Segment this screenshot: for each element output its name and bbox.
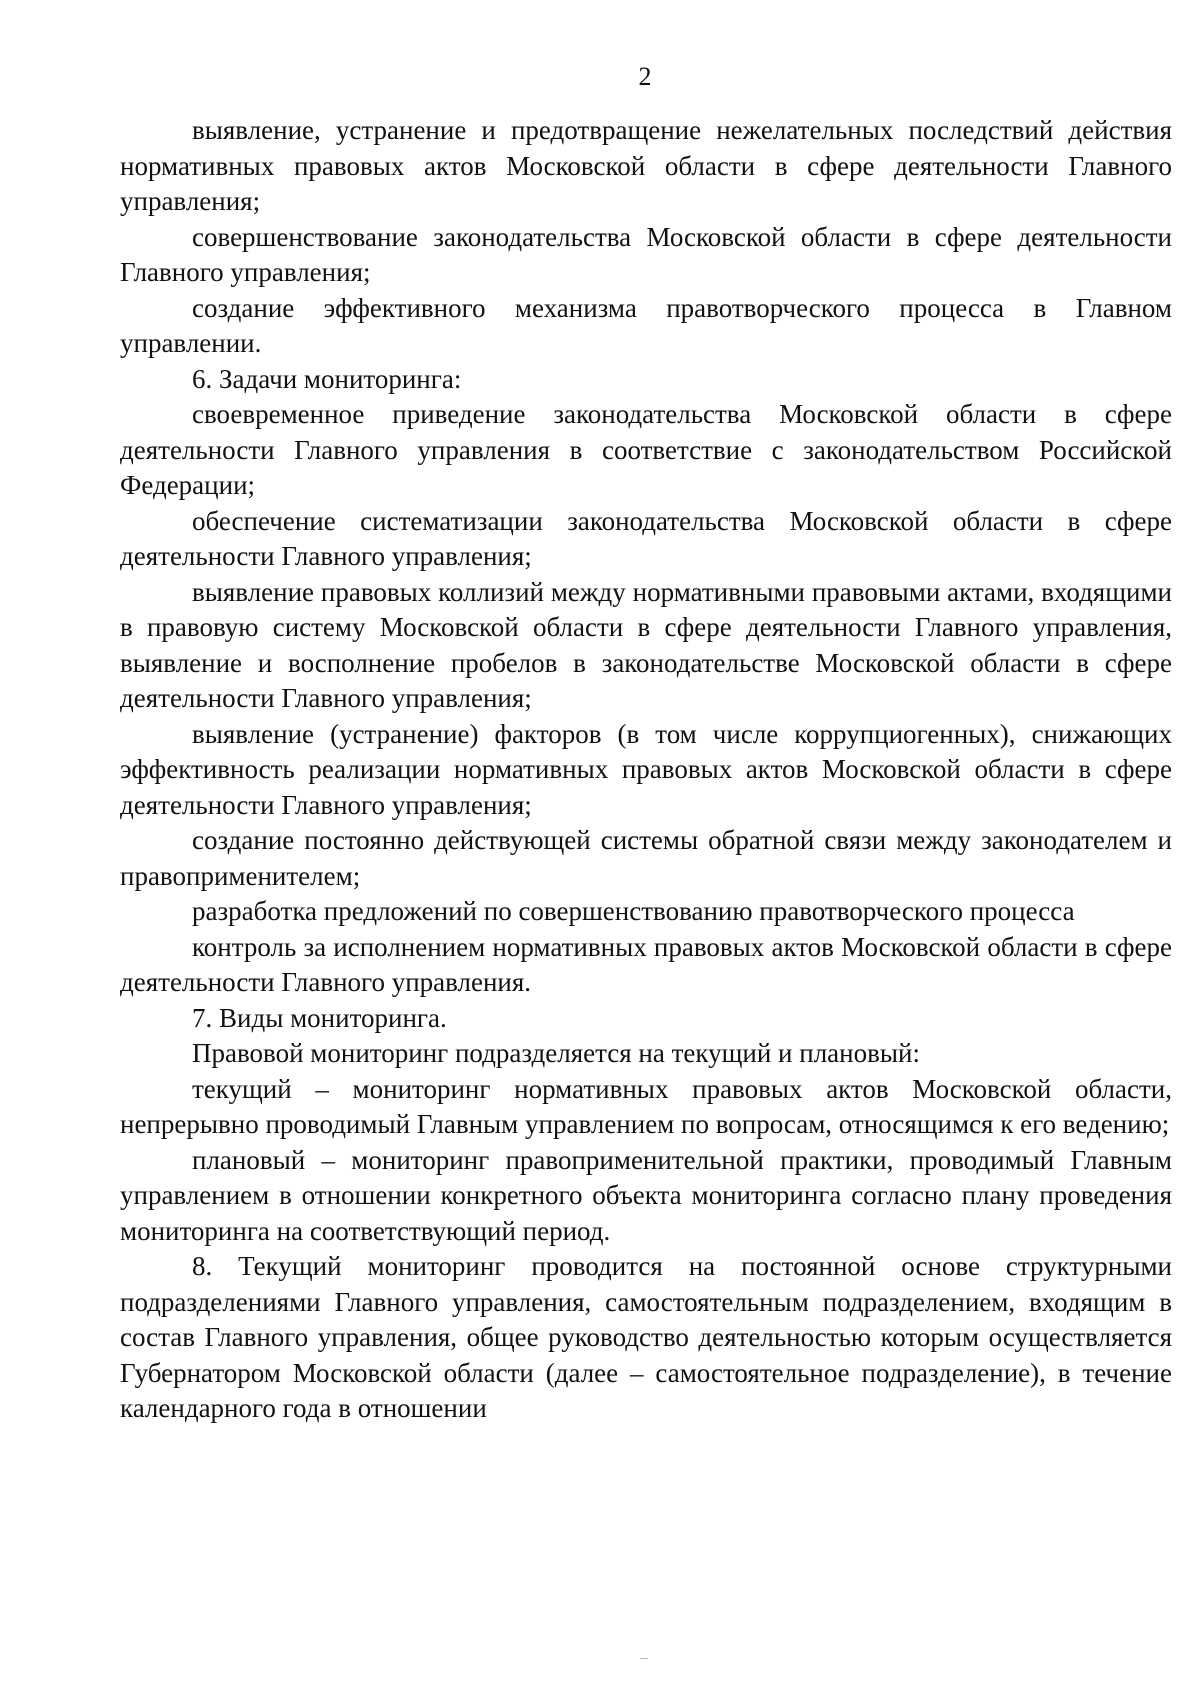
paragraph: создание эффективного механизма правотворческого процесса в Главном управлении.: [120, 292, 1172, 358]
paragraph: обеспечение систематизации законодательства Московской области в сфере деятельности Главного управления;: [120, 505, 1172, 571]
scan-mark: [640, 1658, 648, 1659]
paragraph: выявление, устранение и предотвращение нежелательных последствий действия нормативных правовых актов Московской области в сфере деятельности Главного управления;: [120, 115, 1172, 216]
paragraph: контроль за исполнением нормативных правовых актов Московской области в сфере деятельности Главного управления.: [120, 931, 1172, 997]
paragraph: разработка предложений по совершенствованию правотворческого процесса: [192, 896, 1075, 926]
paragraph: плановый – мониторинг правоприменительной практики, проводимый Главным управлением в отношении конкретного объекта мониторинга согласно плану проведения мониторинга на соответствующий период.: [120, 1144, 1172, 1246]
paragraph: выявление (устранение) факторов (в том числе коррупциогенных), снижающих эффективность реализации нормативных правовых актов Московской области в сфере деятельности Главного управления;: [120, 718, 1172, 820]
section-heading: 7. Виды мониторинга.: [192, 1002, 447, 1033]
paragraph: 8. Текущий мониторинг проводится на постоянной основе структурными подразделениями Главного управления, самостоятельным подразделением, входящим в состав Главного управления, общее руководство деятельностью которым осуществляется Губернатором Московской области (далее – самостоятельное подразделение), в течение календарного года в отношении: [120, 1251, 1172, 1423]
document-body: [120, 113, 1172, 1427]
paragraph: Правовой мониторинг подразделяется на текущий и плановый:: [192, 1038, 920, 1068]
paragraph: текущий – мониторинг нормативных правовых актов Московской области, непрерывно проводимый Главным управлением по вопросам, относящимся к его ведению;: [120, 1073, 1172, 1139]
section-heading: 6. Задачи мониторинга:: [192, 363, 462, 394]
paragraph: выявление правовых коллизий между нормативными правовыми актами, входящими в правовую систему Московской области в сфере деятельности Главного управления, выявление и восполнение пробелов в законодательстве Московской области в сфере деятельности Главного управления;: [120, 576, 1172, 713]
paragraph: совершенствование законодательства Московской области в сфере деятельности Главного управления;: [120, 221, 1172, 287]
page-number: 2: [638, 62, 652, 91]
paragraph: создание постоянно действующей системы обратной связи между законодателем и правоприменителем;: [120, 825, 1172, 891]
paragraph: своевременное приведение законодательства Московской области в сфере деятельности Главного управления в соответствие с законодательством Российской Федерации;: [120, 399, 1172, 500]
